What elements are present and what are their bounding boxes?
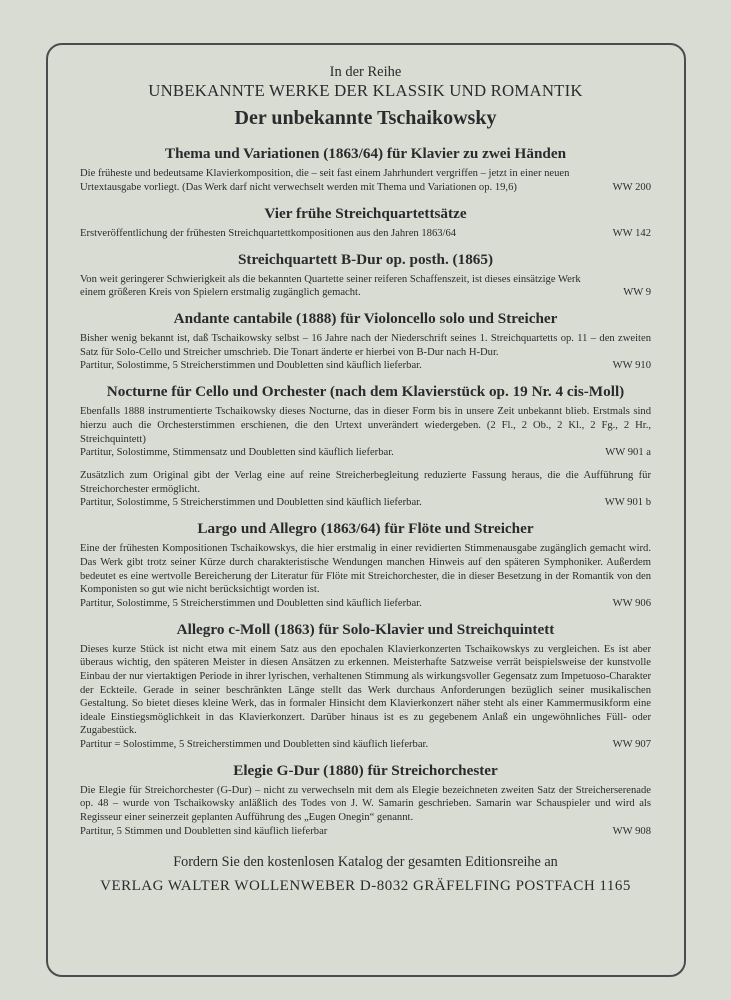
work-entry-largo-und-allegro bbox=[80, 520, 651, 610]
work-description: Ebenfalls 1888 instrumentierte Tschaikowsky dieses Nocturne, das in dieser Form bis in unsere Zeit unbekannt blieb. Erstmals sind hierzu auch die Orchesterstimmen erschienen, die den Urtext unverändert wiedergeben. (2 Fl., 2 Ob., 2 Kl., 2 Fg., 2 Hr., Streichquintett) bbox=[80, 406, 651, 445]
order-line bbox=[80, 597, 651, 611]
work-entry-allegro-c-moll bbox=[80, 621, 651, 752]
work-description: Die Elegie für Streichorchester (G-Dur) – nicht zu verwechseln mit dem als Elegie bezeichneten zweiten Satz der Streicherserenade op. 48 – wurde von Tschaikowsky anläßlich des Todes von J. W. Samarin geschrieben. Samarin war Schauspieler und wird als Regisseur einer seinerzeit geplanten Aufführung des „Eugen Onegin“ genannt. bbox=[80, 784, 651, 824]
catalog-number: WW 200 bbox=[612, 181, 651, 193]
order-line-text: Partitur, 5 Stimmen und Doubletten sind käuflich lieferbar bbox=[80, 825, 328, 837]
work-title: Allegro c-Moll (1863) für Solo-Klavier und Streichquintett bbox=[176, 620, 555, 638]
order-line-text: Partitur, Solostimme, 5 Streicherstimmen und Doubletten sind käuflich lieferbar. bbox=[80, 497, 422, 509]
order-line-text: einem größeren Kreis von Spielern erstmalig zugänglich gemacht. bbox=[80, 287, 361, 299]
work-description: Von weit geringerer Schwierigkeit als die bekannten Quartette seiner reiferen Schaffenszeit, ist dieses einsätzige Werk bbox=[80, 273, 581, 285]
work-title: Elegie G-Dur (1880) für Streichorchester bbox=[233, 761, 498, 779]
work-description: Die früheste und bedeutsame Klavierkomposition, die – seit fast einem Jahrhundert vergriffen – jetzt in einer neuen bbox=[80, 168, 570, 179]
work-entry-vier-fruehe-streichquartettsaetze bbox=[80, 205, 651, 241]
work-title: Vier frühe Streichquartettsätze bbox=[264, 204, 467, 222]
work-extra-description: Zusätzlich zum Original gibt der Verlag eine auf reine Streicherbegleitung reduzierte Fassung heraus, die die Aufführung für Streichorchester ermöglicht. bbox=[80, 470, 651, 495]
order-line-text: Partitur, Solostimme, 5 Streicherstimmen und Doubletten sind käuflich lieferbar. bbox=[80, 597, 422, 609]
work-title: Thema und Variationen (1863/64) für Klavier zu zwei Händen bbox=[164, 145, 567, 162]
series-intro: In der Reihe bbox=[329, 64, 402, 80]
catalog-number: WW 910 bbox=[612, 360, 651, 372]
catalog-page bbox=[80, 64, 651, 897]
work-entry-nocturne bbox=[80, 383, 651, 510]
publisher-address: VERLAG WALTER WOLLENWEBER D-8032 GRÄFELFING POSTFACH 1165 bbox=[100, 877, 631, 894]
catalog-number: WW 9 bbox=[623, 287, 651, 299]
catalog-number: WW 907 bbox=[612, 738, 651, 750]
series-title: UNBEKANNTE WERKE DER KLASSIK UND ROMANTIK bbox=[148, 81, 583, 100]
order-line bbox=[80, 181, 651, 195]
work-title: Andante cantabile (1888) für Violoncello solo und Streicher bbox=[173, 310, 558, 328]
work-description: Eine der frühesten Kompositionen Tschaikowskys, die hier erstmalig in einer revidierten Stimmenausgabe zugänglich gemacht wird. Das Werk gibt trotz seiner Kürze durch charakteristische Wendungen manchen Hinweis auf den späteren Symphoniker. Außerdem bedeutet es eine wertvolle Bereicherung der Literatur für Flöte mit Streichorchester, die in dieser Besetzung in der Romantik von den Komponisten so gut wie nicht berücksichtigt worden ist. bbox=[80, 543, 651, 596]
order-line bbox=[80, 359, 651, 373]
order-line-text: Partitur, Solostimme, 5 Streicherstimmen und Doubletten sind käuflich lieferbar. bbox=[80, 360, 422, 372]
catalog-request-text: Fordern Sie den kostenlosen Katalog der gesamten Editionsreihe an bbox=[173, 853, 558, 870]
order-line-text: Erstveröffentlichung der frühesten Streichquartettkompositionen aus den Jahren 1863/64 bbox=[80, 227, 457, 239]
catalog-number: WW 142 bbox=[612, 227, 651, 239]
work-title: Streichquartett B-Dur op. posth. (1865) bbox=[237, 250, 494, 268]
order-line bbox=[80, 825, 651, 839]
work-entry-andante-cantabile bbox=[80, 310, 651, 373]
page-title: Der unbekannte Tschaikowsky bbox=[234, 107, 497, 129]
work-entry-streichquartett-b-dur bbox=[80, 251, 651, 301]
publisher-footer bbox=[80, 853, 651, 897]
order-line bbox=[80, 286, 651, 300]
catalog-number: WW 908 bbox=[612, 825, 651, 837]
catalog-number: WW 906 bbox=[612, 597, 651, 609]
work-entry-thema-und-variationen bbox=[80, 145, 651, 195]
catalog-number: WW 901 a bbox=[605, 447, 651, 459]
work-description: Dieses kurze Stück ist nicht etwa mit einem Satz aus den epochalen Klavierkonzerten Tschaikowskys zu vergleichen. Es ist aber überaus wichtig, den späteren Meister in diesen Ansätzen zu erkennen. Meisterhafte Satzweise verrät beispielsweise der kunstvolle Einbau der nur viertaktigen Periode in ihrer lyrischen, verhaltenen Stimmung als wirkungsvoller Gegensatz zum Impetuoso-Charakter der Eckteile. Gerade in seiner beschränkten Länge stellt das Werk durchaus Anforderungen bezüglich seiner musikalischen Gestaltung. So bietet dieses kleine Werk, das in formaler Hinsicht dem Klavierkonzert näher steht als einer Kammermusikform eine ideale Einstiegsmöglichkeit in das Klavierkonzert. Darüber hinaus ist es zu gegebenem Anlaß ein ungewöhnliches Füll- oder Zugabestück. bbox=[80, 643, 651, 737]
order-line bbox=[80, 446, 651, 460]
work-entry-elegie bbox=[80, 762, 651, 839]
work-description: Bisher wenig bekannt ist, daß Tschaikowsky selbst – 16 Jahre nach der Niederschrift seines 1. Streichquartetts op. 11 – den zweiten Satz für Solo-Cello und Streicher umschrieb. Die Tonart änderte er hierbei von B-Dur nach H-Dur. bbox=[80, 333, 651, 358]
order-line-text: Urtextausgabe vorliegt. (Das Werk darf nicht verwechselt werden mit Thema und Variationen op. 19,6) bbox=[80, 181, 517, 193]
catalog-number: WW 901 b bbox=[604, 497, 651, 509]
order-line-text: Partitur = Solostimme, 5 Streicherstimmen und Doubletten sind käuflich lieferbar. bbox=[80, 738, 429, 750]
order-line bbox=[80, 227, 651, 241]
work-title: Nocturne für Cello und Orchester (nach dem Klavierstück op. 19 Nr. 4 cis-Moll) bbox=[106, 383, 625, 401]
work-title: Largo und Allegro (1863/64) für Flöte und Streicher bbox=[197, 520, 534, 538]
order-line bbox=[80, 738, 651, 752]
order-line bbox=[80, 496, 651, 510]
order-line-text: Partitur, Solostimme, Stimmensatz und Doubletten sind käuflich lieferbar. bbox=[80, 447, 394, 459]
